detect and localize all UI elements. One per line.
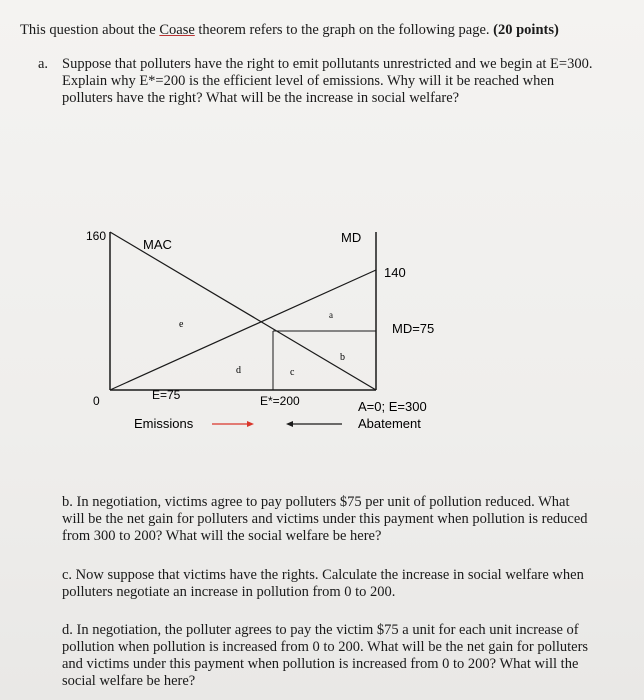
e-star-label: E*=200 bbox=[260, 394, 300, 408]
e75-label: E=75 bbox=[152, 388, 181, 402]
emissions-label: Emissions bbox=[134, 416, 194, 431]
title-points: (20 points) bbox=[493, 22, 559, 38]
area-b-label: b bbox=[340, 352, 345, 363]
area-e-label: e bbox=[179, 319, 184, 330]
emissions-arrow bbox=[212, 421, 254, 427]
question-b: b. In negotiation, victims agree to pay polluters $75 per unit of pollution reduced. What will be the net gain for polluters and victims under this payment when pollution is reduced from 300 to 200? What will the social welfare be here? bbox=[62, 494, 588, 544]
y-top-label: 160 bbox=[86, 229, 107, 243]
title-suffix: theorem refers to the graph on the following page. bbox=[194, 22, 494, 38]
md-75-label: MD=75 bbox=[392, 321, 435, 336]
origin-label: 0 bbox=[93, 394, 100, 408]
area-c-label: c bbox=[290, 367, 295, 378]
question-a-label: a. bbox=[38, 56, 49, 72]
md-label: MD bbox=[341, 230, 362, 245]
label-140: 140 bbox=[384, 265, 406, 280]
title-prefix: This question about the bbox=[20, 22, 160, 38]
question-c: c. Now suppose that victims have the rights. Calculate the increase in social welfare when polluters negotiate an increase in pollution from 0 to 200. bbox=[62, 567, 584, 600]
question-a-text: Suppose that polluters have the right to emit pollutants unrestricted and we begin at E=300. Explain why E*=200 is the efficient level of emissions. Why will it be reached when polluters have the right? What will be the increase in social welfare? bbox=[62, 56, 593, 106]
area-d-label: d bbox=[236, 365, 241, 376]
md-curve bbox=[110, 270, 376, 390]
title-coase-word: Coase bbox=[159, 22, 195, 38]
area-a-label: a bbox=[329, 310, 333, 320]
a0-label: A=0; E=300 bbox=[358, 399, 427, 414]
mac-label: MAC bbox=[143, 237, 172, 252]
mac-curve bbox=[110, 232, 376, 390]
abatement-label: Abatement bbox=[358, 416, 421, 431]
question-d: d. In negotiation, the polluter agrees to pay the victim $75 a unit for each unit increase of pollution when pollution is increased from 0 to 200. What will be the net gain for polluters and victims under this payment when pollution is increased from 0 to 200? What will the social welfare be here? bbox=[62, 622, 589, 689]
abatement-arrow bbox=[286, 421, 342, 427]
